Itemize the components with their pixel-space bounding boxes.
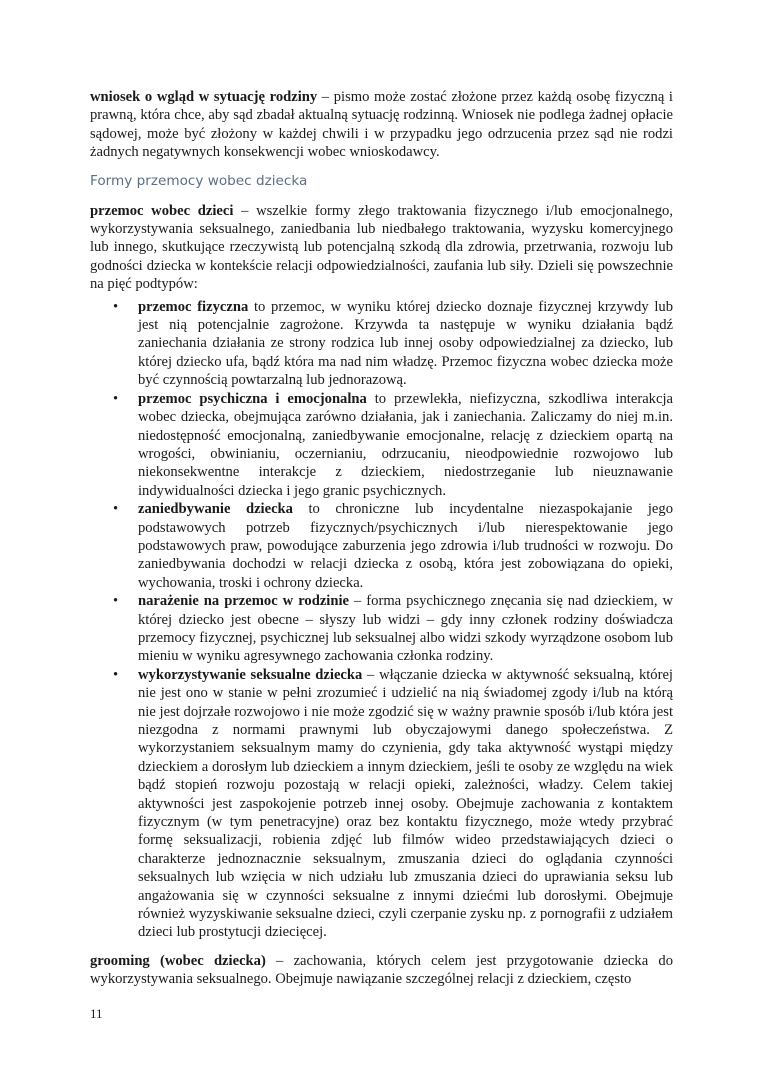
term-grooming: grooming (wobec dziecka) (90, 952, 266, 969)
paragraph-grooming (90, 952, 673, 989)
list-item-przemoc-fizyczna (90, 298, 673, 390)
page-number: 11 (90, 1006, 103, 1021)
definition-wniosek: – pismo może zostać złożone przez każdą osobę fizyczną i prawną, która chce, aby sąd zbadał aktualną sytuację rodzinną. Wniosek nie podlega żadnej opłacie sądowej, może być złożony w każdej chwili i w przypadku jego odrzucenia przez sąd nie rodzi żadnych negatywnych konsekwencji wobec wnioskodawcy. (90, 89, 673, 161)
paragraph-przemoc-wobec-dzieci (90, 202, 673, 294)
term-przemoc-psychiczna: przemoc psychiczna i emocjonalna (138, 390, 367, 407)
definition-narazenie: – forma psychicznego znęcania się nad dzieckiem, w której dziecko jest obecne – słyszy lub widzi – gdy inny członek rodziny doświadcza przemocy fizycznej, psychicznej lub seksualnej albo widzi szkody wyrządzone osobom lub mieniu w wyniku agresywnego zachowania członka rodziny. (138, 593, 674, 665)
list-item-narazenie (90, 592, 673, 666)
bullet-icon: • (113, 666, 119, 683)
term-wykorzystywanie: wykorzystywanie seksualne dziecka (138, 666, 363, 683)
bullet-list (90, 298, 673, 942)
definition-zaniedbywanie: to chroniczne lub incydentalne niezaspokajanie jego podstawowych potrzeb fizycznych/psychicznych i/lub nierespektowanie jego podstawowych praw, powodujące zaburzenia jego zdrowia i/lub trudności w rozwoju. Do zaniedbywania dochodzi w relacji dziecka z osobą, która jest zobowiązana do opieki, wychowania, troski i ochrony dziecka. (138, 501, 673, 591)
bullet-icon: • (113, 390, 119, 407)
definition-grooming: – zachowania, których celem jest przygotowanie dziecka do wykorzystywania seksualnego. Obejmuje nawiązanie szczególnej relacji z dzieckiem, często (90, 952, 674, 988)
term-wniosek: wniosek o wgląd w sytuację rodziny (90, 89, 318, 105)
term-narazenie: narażenie na przemoc w rodzinie (138, 593, 350, 610)
document-page (90, 88, 673, 989)
definition-przemoc-wobec-dzieci: – wszelkie formy złego traktowania fizycznego i/lub emocjonalnego, wykorzystywania seksualnego, zaniedbania lub niedbałego traktowania, wyzysku komercyjnego lub innego, skutkujące rzeczywistą lub potencjalną szkodą dla zdrowia, przetrwania, rozwoju lub godności dziecka w kontekście relacji odpowiedzialności, zaufania lub siły. Dzieli się powszechnie na pięć podtypów: (90, 202, 673, 293)
list-item-przemoc-psychiczna (90, 390, 673, 500)
paragraph-wniosek (90, 88, 673, 162)
term-zaniedbywanie: zaniedbywanie dziecka (138, 501, 293, 518)
term-przemoc-fizyczna: przemoc fizyczna (138, 298, 249, 315)
definition-wykorzystywanie: – włączanie dziecka w aktywność seksualną, której nie jest ono w stanie w pełni zrozumieć i udzielić na nią świadomej zgody i/lub na którą nie jest dojrzałe rozwojowo i nie może zgodzić się w ważny prawnie sposób i/lub która jest niezgodna z normami prawnymi lub obyczajowymi danego społeczeństwa. Z wykorzystaniem seksualnym mamy do czynienia, gdy taka aktywność wystąpi między dzieckiem a dorosłym lub dzieckiem a innym dzieckiem, jeśli te osoby ze względu na wiek bądź stopień rozwoju pozostają w relacji opieki, zależności, władzy. Celem takiej aktywności jest zaspokojenie potrzeb innej osoby. Obejmuje zachowania z kontaktem fizycznym (w tym penetracyjne) oraz bez kontaktu fizycznego, może wtedy przybrać formę seksualizacji, robienia zdjęć lub filmów wideo przedstawiających dzieci o charakterze jednoznacznie seksualnym, zmuszania dzieci do oglądania czynności seksualnych lub wzięcia w nich udziału lub zmuszania dzieci do uprawiania seksu lub angażowania się w czynności seksualne z innymi dziećmi lub dorosłymi. Obejmuje również wyzyskiwanie seksualne dzieci, czyli czerpanie zysku np. z pornografii z udziałem dzieci lub prostytucji dziecięcej. (138, 666, 673, 941)
list-item-zaniedbywanie (90, 500, 673, 592)
list-item-wykorzystywanie (90, 666, 673, 942)
bullet-icon: • (113, 501, 119, 518)
definition-przemoc-psychiczna: to przewlekła, niefizyczna, szkodliwa interakcja wobec dziecka, obejmująca zarówno działania, jak i zaniechania. Zaliczamy do niej m.in. niedostępność emocjonalną, zaniedbywanie emocjonalne, relację z dzieckiem opartą na wrogości, obwinianiu, oczernianiu, odrzucaniu, nieodpowiednie rozwojowo lub niekonsekwentne interakcje z dzieckiem, niedostrzeganie lub nieuznawanie indywidualności dziecka i jego granic psychicznych. (138, 390, 673, 499)
section-heading: Formy przemocy wobec dziecka (90, 172, 308, 189)
bullet-icon: • (113, 593, 119, 610)
bullet-icon: • (113, 298, 119, 315)
definition-przemoc-fizyczna: to przemoc, w wyniku której dziecko doznaje fizycznej krzywdy lub jest nią potencjalnie zagrożone. Krzywda ta następuje w wyniku działania bądź zaniechania działania ze strony rodzica lub innej osoby odpowiedzialnej za dziecko, lub której dziecko ufa, bądź która ma nad nim władzę. Przemoc fizyczna wobec dziecka może być czynnością powtarzalną lub jednorazową. (138, 298, 673, 389)
term-przemoc-wobec-dzieci: przemoc wobec dzieci (90, 202, 234, 219)
